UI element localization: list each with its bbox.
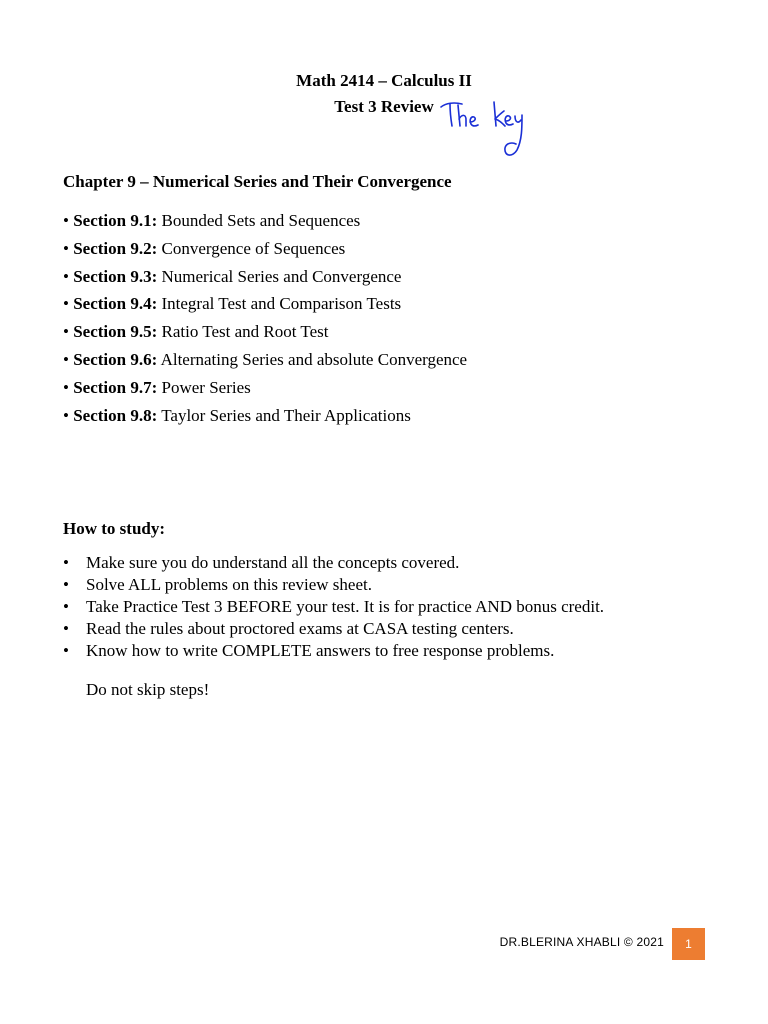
bullet: • <box>63 553 69 572</box>
section-title: Bounded Sets and Sequences <box>161 211 361 230</box>
handwritten-note-the-key <box>438 98 528 162</box>
list-item <box>63 402 467 430</box>
section-label: Section 9.7: <box>73 377 158 397</box>
section-title: Integral Test and Comparison Tests <box>161 294 402 314</box>
list-item <box>63 640 604 662</box>
study-list <box>63 552 604 662</box>
footer-author: DR.BLERINA XHABLI © 2021 <box>499 935 664 949</box>
list-item <box>63 596 604 618</box>
study-item-text: Know how to write COMPLETE answers to free response problems. <box>86 641 555 660</box>
section-title: Convergence of Sequences <box>161 238 346 258</box>
bullet: • <box>63 322 69 342</box>
page-number-badge: 1 <box>672 928 705 960</box>
page-title: Math 2414 – Calculus II <box>296 71 472 90</box>
bullet: • <box>63 238 69 258</box>
list-item <box>63 574 604 596</box>
bullet: • <box>63 266 69 286</box>
list-item <box>63 207 467 235</box>
bullet: • <box>63 377 69 397</box>
bullet: • <box>63 211 69 230</box>
section-title: Taylor Series and Their Applications <box>161 405 411 425</box>
list-item <box>63 318 467 346</box>
study-item-text: Solve ALL problems on this review sheet. <box>86 575 372 594</box>
section-title: Numerical Series and Convergence <box>161 266 402 286</box>
title-block <box>0 68 768 120</box>
list-item <box>63 290 467 318</box>
list-item <box>63 618 604 640</box>
section-title: Ratio Test and Root Test <box>161 322 329 342</box>
bullet: • <box>63 619 69 638</box>
bullet: • <box>63 597 69 616</box>
list-item <box>63 552 604 574</box>
list-item <box>63 346 467 374</box>
list-item <box>63 263 467 291</box>
section-label: Section 9.3: <box>73 266 158 286</box>
section-label: Section 9.1: <box>73 211 158 230</box>
section-label: Section 9.5: <box>73 322 158 342</box>
section-label: Section 9.8: <box>73 405 158 425</box>
list-item <box>63 374 467 402</box>
study-item-text: Take Practice Test 3 BEFORE your test. It is for practice AND bonus credit. <box>86 597 605 616</box>
chapter-heading: Chapter 9 – Numerical Series and Their Convergence <box>63 172 452 191</box>
bullet: • <box>63 294 69 314</box>
bullet: • <box>63 405 69 425</box>
section-title: Alternating Series and absolute Convergence <box>160 349 468 369</box>
bullet: • <box>63 641 69 660</box>
bullet: • <box>63 349 69 369</box>
study-item-text: Read the rules about proctored exams at CASA testing centers. <box>86 619 514 638</box>
section-label: Section 9.4: <box>73 294 158 314</box>
study-heading: How to study: <box>63 519 166 538</box>
study-item-text: Make sure you do understand all the concepts covered. <box>86 553 460 572</box>
list-item <box>63 235 467 263</box>
closing-note: Do not skip steps! <box>86 680 210 699</box>
section-label: Section 9.2: <box>73 238 158 258</box>
section-title: Power Series <box>161 377 251 397</box>
page-subtitle: Test 3 Review <box>334 97 434 116</box>
section-list <box>63 207 467 429</box>
section-label: Section 9.6: <box>73 349 158 369</box>
bullet: • <box>63 575 69 594</box>
